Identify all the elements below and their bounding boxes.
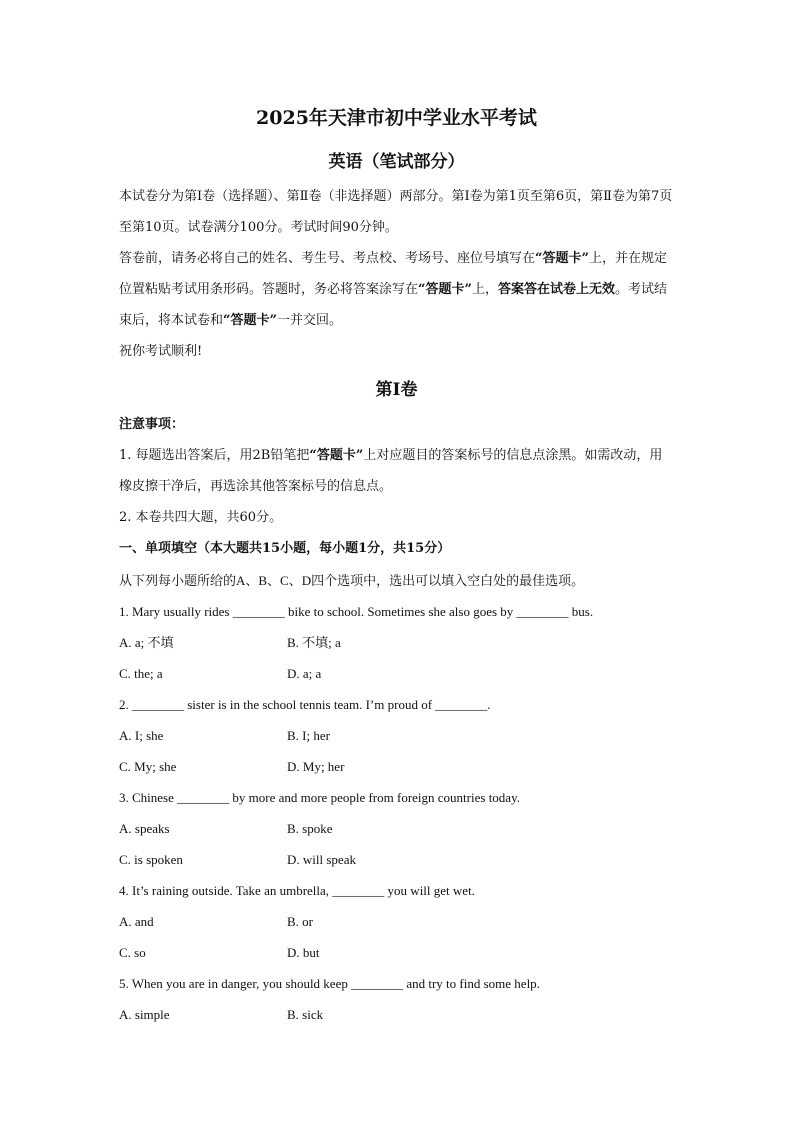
answer-card-term: “答题卡” [418,282,472,297]
option-a: A. I; she [119,728,164,743]
intro-text: 。考试结束后，将本试卷和 [119,282,668,328]
section-title: 一、单项填空（本大题共15小题，每小题1分，共15分） [119,541,451,556]
option-a: A. a; 不填 [119,635,174,650]
question-stem: 3. Chinese ________ by more and more people from foreign countries today. [119,790,520,805]
option-a: A. and [119,914,154,929]
option-d: D. My; her [287,759,345,774]
intro-paragraph-1: 本试卷分为第Ⅰ卷（选择题）、第Ⅱ卷（非选择题）两部分。第Ⅰ卷为第1页至第6页，第Ⅱ卷为第7页至第10页。试卷满分100分。考试时间90分钟。 [119,189,673,235]
option-d: D. will speak [287,852,356,867]
option-row [119,906,675,937]
option-c: C. My; she [119,759,177,774]
question-stem: 5. When you are in danger, you should keep ________ and try to find some help. [119,976,540,991]
note-item-2: 2. 本卷共四大题，共60分。 [119,510,283,525]
option-b: B. I; her [287,728,330,743]
intro-paragraph-2 [119,243,675,336]
question-stem: 2. ________ sister is in the school tennis team. I’m proud of ________. [119,697,491,712]
option-b: B. or [287,914,313,929]
option-c: C. is spoken [119,852,183,867]
note-text: 上对应题目的答案标号的信息点涂黑。如需改动，用橡皮擦干净后，再选涂其他答案标号的信息点。 [119,448,663,494]
answer-card-term: “答题卡” [309,448,364,463]
notes-block [119,409,675,564]
exam-title: 2025年天津市初中学业水平考试 [256,107,537,129]
note-item-1 [119,440,675,502]
question-stem: 4. It’s raining outside. Take an umbrella, ________ you will get wet. [119,883,475,898]
option-row [119,844,675,875]
section-instruction: 从下列每小题所给的A、B、C、D四个选项中，选出可以填入空白处的最佳选项。 [119,573,585,588]
option-row [119,751,675,782]
option-b: B. 不填; a [287,635,341,650]
intro-text: 答卷前，请务必将自己的姓名、考生号、考点校、考场号、座位号填写在 [119,251,536,266]
note-text: 1. 每题选出答案后，用2B铅笔把 [119,448,310,463]
option-d: D. but [287,945,320,960]
intro-text: 上，并在规定位置粘贴考试用条形码。答题时，务必将答案涂写在 [119,251,667,297]
option-a: A. simple [119,1007,170,1022]
option-row [119,813,675,844]
notes-heading: 注意事项： [119,417,185,432]
option-c: C. the; a [119,666,163,681]
option-row [119,720,675,751]
option-b: B. spoke [287,821,333,836]
option-row [119,658,675,689]
intro-paragraph-3: 祝你考试顺利! [119,344,203,359]
option-d: D. a; a [287,666,322,681]
question-list [119,565,675,1030]
intro-text: 一并交回。 [276,313,342,328]
answer-card-term: “答题卡” [535,251,589,266]
exam-subtitle: 英语（笔试部分） [328,152,465,172]
exam-instructions [119,181,675,367]
option-row [119,999,675,1030]
option-row [119,627,675,658]
option-c: C. so [119,945,146,960]
answer-card-term: “答题卡” [223,313,277,328]
volume-title: 第I卷 [375,380,418,400]
option-a: A. speaks [119,821,170,836]
option-b: B. sick [287,1007,324,1022]
option-row [119,937,675,968]
intro-text: 上， [471,282,498,297]
invalid-answer-warning: 答案答在试卷上无效 [498,282,616,297]
question-stem: 1. Mary usually rides ________ bike to school. Sometimes she also goes by ________ bus. [119,604,594,619]
